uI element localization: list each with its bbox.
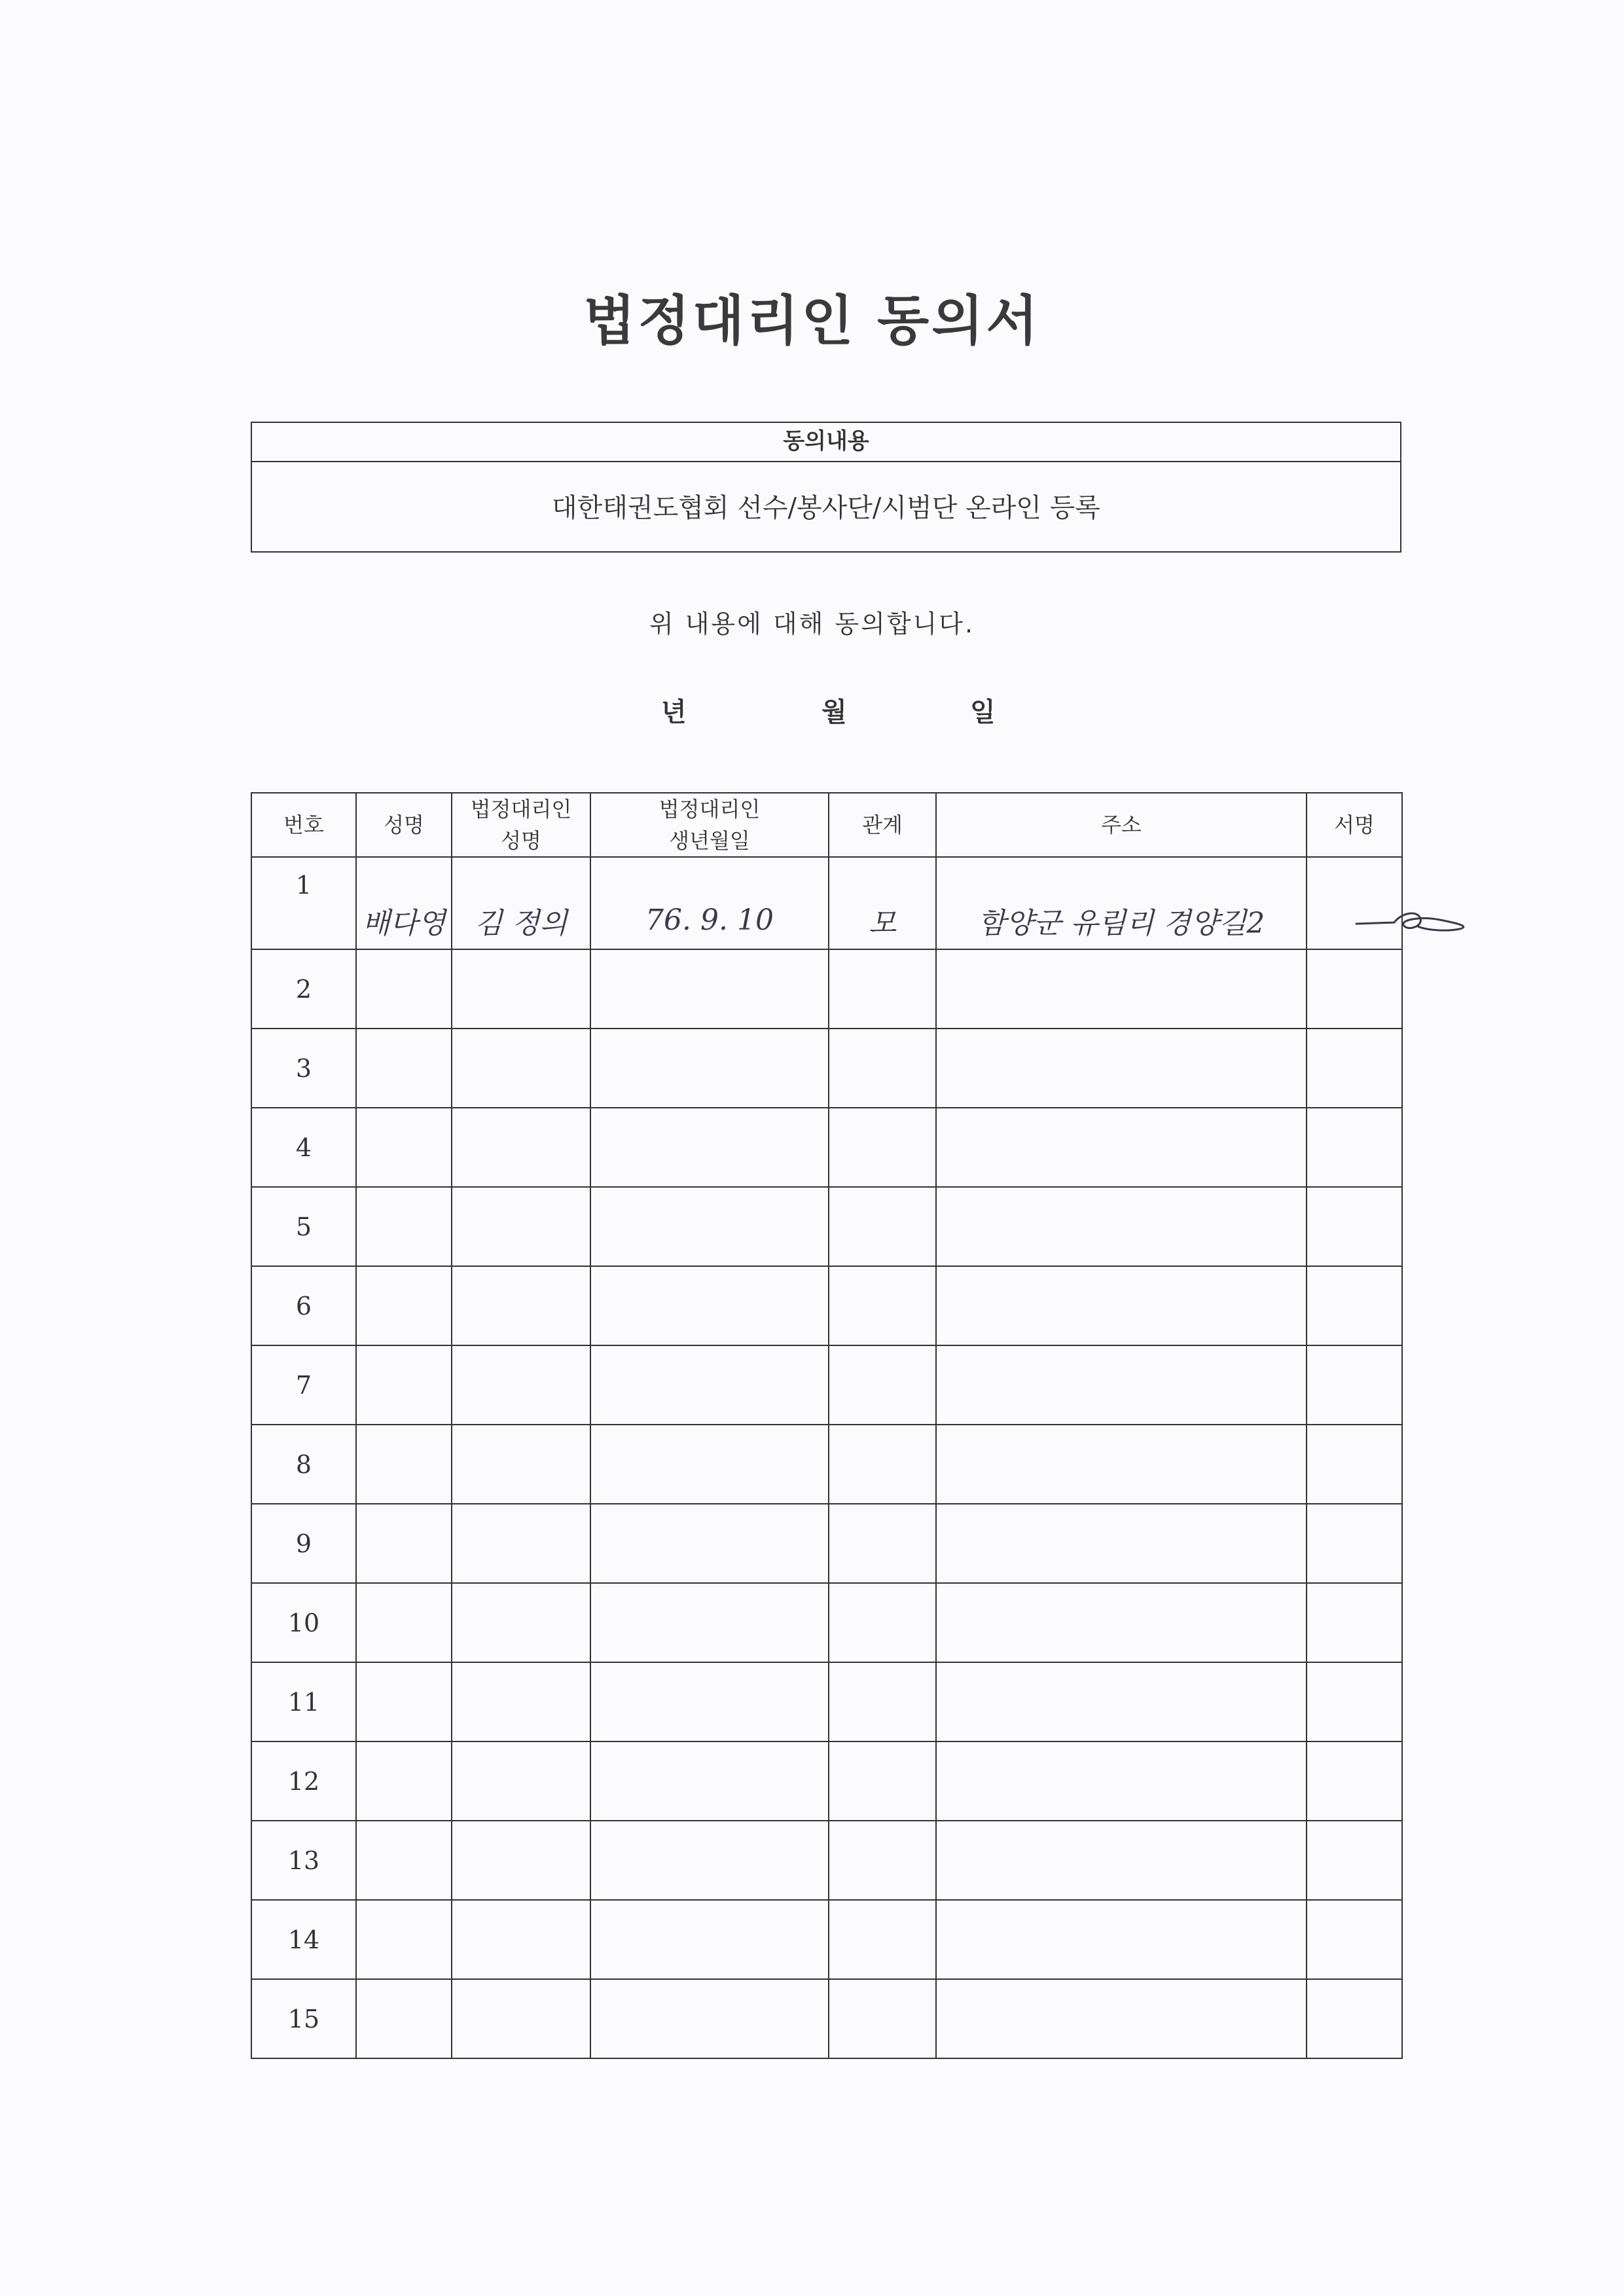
table-row (251, 1345, 1402, 1425)
cell-sign (1307, 1266, 1402, 1345)
table-row (251, 1979, 1402, 2058)
header-relation: 관계 (829, 793, 936, 857)
signature-scribble (1355, 900, 1473, 946)
cell-no: 10 (251, 1583, 356, 1662)
cell-sign (1307, 1979, 1402, 2058)
cell-name (356, 1504, 452, 1583)
cell-name (356, 1583, 452, 1662)
cell-address (936, 857, 1307, 949)
cell-birth (590, 1979, 829, 2058)
cell-relation (829, 949, 936, 1029)
cell-relation (829, 1504, 936, 1583)
cell-sign (1307, 1029, 1402, 1108)
cell-address (936, 949, 1307, 1029)
table-row (251, 1029, 1402, 1108)
cell-sign (1307, 1345, 1402, 1425)
table-row (251, 1662, 1402, 1741)
cell-guardian (452, 1583, 590, 1662)
cell-name (356, 1029, 452, 1108)
header-guardian-birth (590, 793, 829, 857)
cell-relation (829, 1029, 936, 1108)
table-row (251, 949, 1402, 1029)
cell-relation (829, 1108, 936, 1187)
cell-guardian (452, 857, 590, 949)
cell-relation (829, 1266, 936, 1345)
date-day-label: 일 (970, 697, 996, 727)
cell-no: 8 (251, 1425, 356, 1504)
cell-sign (1307, 1187, 1402, 1266)
consent-body: 대한태권도협회 선수/봉사단/시범단 온라인 등록 (552, 493, 1100, 523)
cell-birth (590, 1821, 829, 1900)
cell-name (356, 1662, 452, 1741)
cell-birth (590, 1029, 829, 1108)
cell-sign (1307, 1504, 1402, 1583)
cell-relation (829, 1741, 936, 1821)
handwritten-address: 함양군 유림리 경양길2 (977, 906, 1265, 940)
cell-sign (1307, 1425, 1402, 1504)
cell-name (356, 1900, 452, 1979)
table-row (251, 1108, 1402, 1187)
cell-relation (829, 1900, 936, 1979)
cell-name (356, 1425, 452, 1504)
agree-statement: 위 내용에 대해 동의합니다. (649, 610, 975, 638)
cell-address (936, 1266, 1307, 1345)
cell-guardian (452, 1821, 590, 1900)
cell-guardian (452, 1187, 590, 1266)
table-row (251, 1266, 1402, 1345)
table-row (251, 1583, 1402, 1662)
cell-name (356, 1187, 452, 1266)
cell-no: 13 (251, 1821, 356, 1900)
cell-sign (1307, 1662, 1402, 1741)
cell-birth (590, 857, 829, 949)
cell-no: 2 (251, 949, 356, 1029)
cell-birth (590, 949, 829, 1029)
cell-name (356, 1345, 452, 1425)
table-row (251, 857, 1402, 949)
table-header-row (251, 793, 1402, 857)
cell-sign (1307, 1583, 1402, 1662)
cell-no: 5 (251, 1187, 356, 1266)
cell-address (936, 1821, 1307, 1900)
roster-body (251, 857, 1402, 2058)
cell-address (936, 1187, 1307, 1266)
cell-guardian (452, 1662, 590, 1741)
cell-birth (590, 1108, 829, 1187)
cell-address (936, 1345, 1307, 1425)
cell-birth (590, 1583, 829, 1662)
cell-no: 4 (251, 1108, 356, 1187)
cell-guardian (452, 1029, 590, 1108)
cell-guardian (452, 949, 590, 1029)
cell-relation (829, 1821, 936, 1900)
cell-no: 15 (251, 1979, 356, 2058)
cell-relation (829, 857, 936, 949)
cell-guardian (452, 1345, 590, 1425)
cell-address (936, 1979, 1307, 2058)
date-year-label: 년 (661, 697, 687, 727)
cell-sign (1307, 1108, 1402, 1187)
cell-birth (590, 1187, 829, 1266)
cell-address (936, 1425, 1307, 1504)
cell-relation (829, 1662, 936, 1741)
table-row (251, 1821, 1402, 1900)
cell-address (936, 1741, 1307, 1821)
cell-no: 3 (251, 1029, 356, 1108)
cell-address (936, 1583, 1307, 1662)
cell-birth (590, 1345, 829, 1425)
cell-address (936, 1029, 1307, 1108)
table-row (251, 1741, 1402, 1821)
cell-sign (1307, 1741, 1402, 1821)
roster-table (251, 792, 1403, 2059)
cell-relation (829, 1583, 936, 1662)
date-month-label: 월 (821, 697, 847, 727)
table-row (251, 1900, 1402, 1979)
cell-name (356, 1741, 452, 1821)
cell-name (356, 857, 452, 949)
header-signature: 서명 (1307, 793, 1402, 857)
cell-guardian (452, 1108, 590, 1187)
cell-guardian (452, 1425, 590, 1504)
cell-no: 6 (251, 1266, 356, 1345)
header-guardian-birth-text: 법정대리인 생년월일 (659, 797, 761, 853)
handwritten-relation: 모 (868, 906, 897, 940)
cell-birth (590, 1504, 829, 1583)
page-title: 법정대리인 동의서 (583, 289, 1041, 352)
cell-guardian (452, 1900, 590, 1979)
cell-no: 9 (251, 1504, 356, 1583)
cell-birth (590, 1900, 829, 1979)
cell-guardian (452, 1979, 590, 2058)
cell-guardian (452, 1504, 590, 1583)
cell-relation (829, 1187, 936, 1266)
header-name: 성명 (356, 793, 452, 857)
cell-birth (590, 1266, 829, 1345)
cell-relation (829, 1345, 936, 1425)
consent-header: 동의내용 (252, 423, 1400, 462)
header-guardian-name-text: 법정대리인 성명 (470, 797, 572, 853)
cell-address (936, 1504, 1307, 1583)
cell-relation (829, 1979, 936, 2058)
cell-no: 14 (251, 1900, 356, 1979)
header-address: 주소 (936, 793, 1307, 857)
handwritten-birth: 76. 9. 10 (645, 903, 774, 937)
cell-address (936, 1662, 1307, 1741)
cell-no: 12 (251, 1741, 356, 1821)
cell-no: 7 (251, 1345, 356, 1425)
cell-address (936, 1900, 1307, 1979)
cell-sign (1307, 1821, 1402, 1900)
cell-birth (590, 1741, 829, 1821)
header-guardian-name (452, 793, 590, 857)
cell-no: 11 (251, 1662, 356, 1741)
table-row (251, 1187, 1402, 1266)
cell-birth (590, 1662, 829, 1741)
cell-sign (1307, 1900, 1402, 1979)
handwritten-name: 배다영 (362, 906, 446, 940)
cell-sign (1307, 949, 1402, 1029)
cell-no: 1 (251, 857, 356, 949)
consent-box (251, 422, 1401, 553)
table-row (251, 1425, 1402, 1504)
handwritten-guardian: 김 정의 (475, 906, 568, 940)
cell-relation (829, 1425, 936, 1504)
header-no: 번호 (251, 793, 356, 857)
cell-name (356, 949, 452, 1029)
cell-name (356, 1266, 452, 1345)
table-row (251, 1504, 1402, 1583)
cell-guardian (452, 1266, 590, 1345)
cell-birth (590, 1425, 829, 1504)
cell-guardian (452, 1741, 590, 1821)
cell-name (356, 1108, 452, 1187)
cell-name (356, 1979, 452, 2058)
cell-address (936, 1108, 1307, 1187)
cell-name (356, 1821, 452, 1900)
